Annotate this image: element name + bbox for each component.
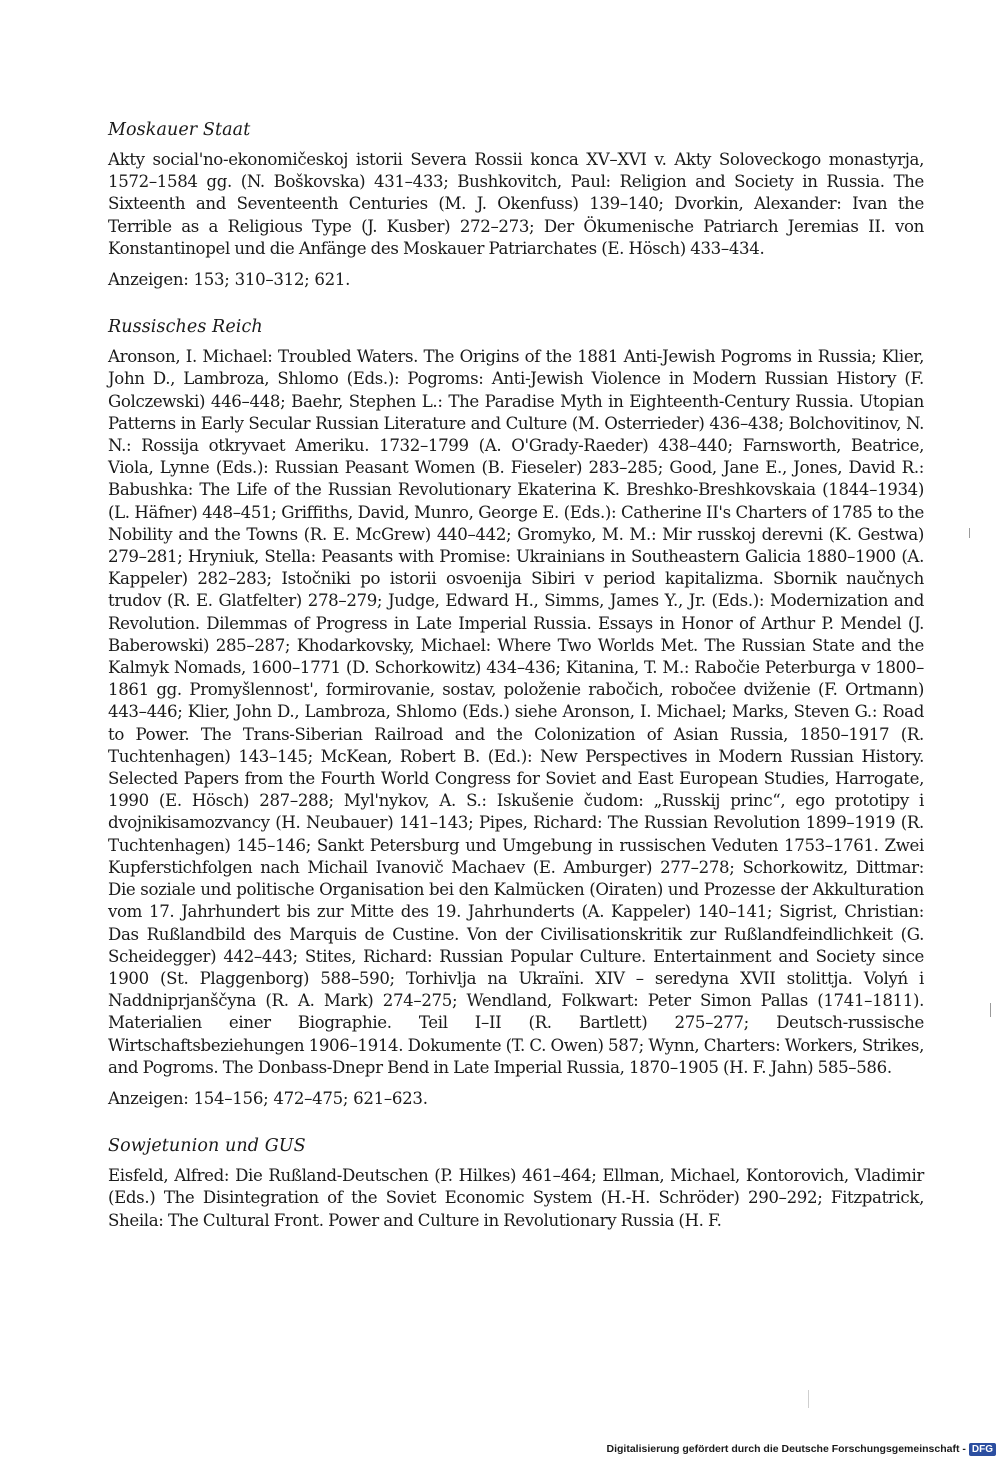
dfg-logo: DFG bbox=[969, 1443, 996, 1456]
anzeigen-line: Anzeigen: 153; 310–312; 621. bbox=[108, 270, 351, 290]
section-title: Sowjetunion und GUS bbox=[108, 1136, 306, 1157]
section-title: Russisches Reich bbox=[108, 317, 263, 338]
index-page bbox=[108, 118, 924, 1232]
section-title: Moskauer Staat bbox=[108, 120, 251, 140]
section-gap bbox=[108, 291, 924, 315]
margin-mark bbox=[808, 1390, 809, 1408]
section-russisches-reich bbox=[108, 315, 924, 1110]
footer-credit: Digitalisierung gefördert durch die Deutsche Forschungsgemeinschaft - bbox=[606, 1443, 966, 1455]
section-gap bbox=[108, 1110, 924, 1134]
margin-mark bbox=[990, 1003, 991, 1017]
digitization-footer bbox=[604, 1441, 996, 1457]
section-entries: Akty social'no-ekonomičeskoj istorii Severa Rossii konca XV–XVI v. Akty Soloveckogo monastyrja, 1572–1584 gg. (N. Boškovska) 431–433; Bushkovitch, Paul: Religion and Society in Russia. The Sixteenth and Seventeenth Centuries (M. J. Okenfuss) 139–140; Dvorkin, Alexander: Ivan the Terrible as a Religious Type (J. Kusber) 272–273; Der Ökumenische Patriarch Jeremias II. von Konstantinopel und die Anfänge des Moskauer Patriarchates (E. Hösch) 433–434. bbox=[108, 150, 924, 258]
section-entries: Eisfeld, Alfred: Die Rußland-Deutschen (P. Hilkes) 461–464; Ellman, Michael, Kontorovich, Vladimir (Eds.) The Disintegration of the Soviet Economic System (H.-H. Schröder) 290–292; Fitzpatrick, Sheila: The Cultural Front. Power and Culture in Revolutionary Russia (H. F. bbox=[108, 1166, 924, 1230]
section-sowjetunion-gus bbox=[108, 1134, 924, 1232]
margin-mark bbox=[969, 528, 970, 538]
section-entries: Aronson, I. Michael: Troubled Waters. The Origins of the 1881 Anti-Jewish Pogroms in Russia; Klier, John D., Lambroza, Shlomo (Eds.): Pogroms: Anti-Jewish Violence in Modern Russian History (F. Golczewski) 446–448; Baehr, Stephen L.: The Paradise Myth in Eighteenth-Century Russia. Utopian Patterns in Early Secular Russian Literature and Culture (M. Osterrieder) 436–438; Bolchovitinov, N. N.: Rossija otkryvaet Ameriku. 1732–1799 (A. O'Grady-Raeder) 438–440; Farnsworth, Beatrice, Viola, Lynne (Eds.): Russian Peasant Women (B. Fieseler) 283–285; Good, Jane E., Jones, David R.: Babushka: The Life of the Russian Revolutionary Ekaterina K. Breshko-Breshkovskaia (1844–1934) (L. Häfner) 448–451; Griffiths, David, Munro, George E. (Eds.): Catherine II's Charters of 1785 to the Nobility and the Towns (R. E. McGrew) 440–442; Gromyko, M. M.: Mir russkoj derevni (K. Gestwa) 279–281; Hryniuk, Stella: Peasants with Promise: Ukrainians in Southeastern Galicia 1880–1900 (A. Kappeler) 282–283; Istočniki po istorii osvoenija Sibiri v period kapitalizma. Sbornik naučnych trudov (R. E. Glatfelter) 278–279; Judge, Edward H., Simms, James Y., Jr. (Eds.): Modernization and Revolution. Dilemmas of Progress in Late Imperial Russia. Essays in Honor of Arthur P. Mendel (J. Baberowski) 285–287; Khodarkovsky, Michael: Where Two Worlds Met. The Russian State and the Kalmyk Nomads, 1600–1771 (D. Schorkowitz) 434–436; Kitanina, T. M.: Rabočie Peterburga v 1800–1861 gg. Promyšlennost', formirovanie, sostav, položenie rabočich, robočee dviženie (F. Ortmann) 443–446; Klier, John D., Lambroza, Shlomo (Eds.) siehe Aronson, I. Michael; Marks, Steven G.: Road to Power. The Trans-Siberian Railroad and the Colonization of Asian Russia, 1850–1917 (R. Tuchtenhagen) 143–145; McKean, Robert B. (Ed.): New Perspectives in Modern Russian History. Selected Papers from the Fourth World Congress for Soviet and East European Studies, Harrogate, 1990 (E. Hösch) 287–288; Myl'nykov, A. S.: Iskušenie čudom: „Russkij princ“, ego prototipy i dvojnikisamozvancy (H. Neubauer) 141–143; Pipes, Richard: The Russian Revolution 1899–1919 (R. Tuchtenhagen) 145–146; Sankt Petersburg und Umgebung in russischen Veduten 1753–1761. Zwei Kupferstichfolgen nach Michail Ivanovič Machaev (E. Amburger) 277–278; Schorkowitz, Dittmar: Die soziale und politische Organisation bei den Kalmücken (Oiraten) und Prozesse der Akkulturation vom 17. Jahrhundert bis zur Mitte des 19. Jahrhunderts (A. Kappeler) 140–141; Sigrist, Christian: Das Rußlandbild des Marquis de Custine. Von der Civilisationskritik zur Rußlandfeindlichkeit (G. Scheidegger) 442–443; Stites, Richard: Russian Popular Culture. Entertainment and Society since 1900 (St. Plaggenborg) 588–590; Torhivlja na Ukraïni. XIV – seredyna XVII stolittja. Volyń i Naddniprjanščyna (R. A. Mark) 274–275; Wendland, Folkwart: Peter Simon Pallas (1741–1811). Materialien einer Biographie. Teil I–II (R. Bartlett) 275–277; Deutsch-russische Wirtschaftsbeziehungen 1906–1914. Dokumente (T. C. Owen) 587; Wynn, Charters: Workers, Strikes, and Pogroms. The Donbass-Dnepr Bend in Late Imperial Russia, 1870–1905 (H. F. Jahn) 585–586. bbox=[108, 347, 924, 1077]
anzeigen-line: Anzeigen: 154–156; 472–475; 621–623. bbox=[108, 1088, 428, 1108]
section-moskauer-staat bbox=[108, 118, 924, 291]
